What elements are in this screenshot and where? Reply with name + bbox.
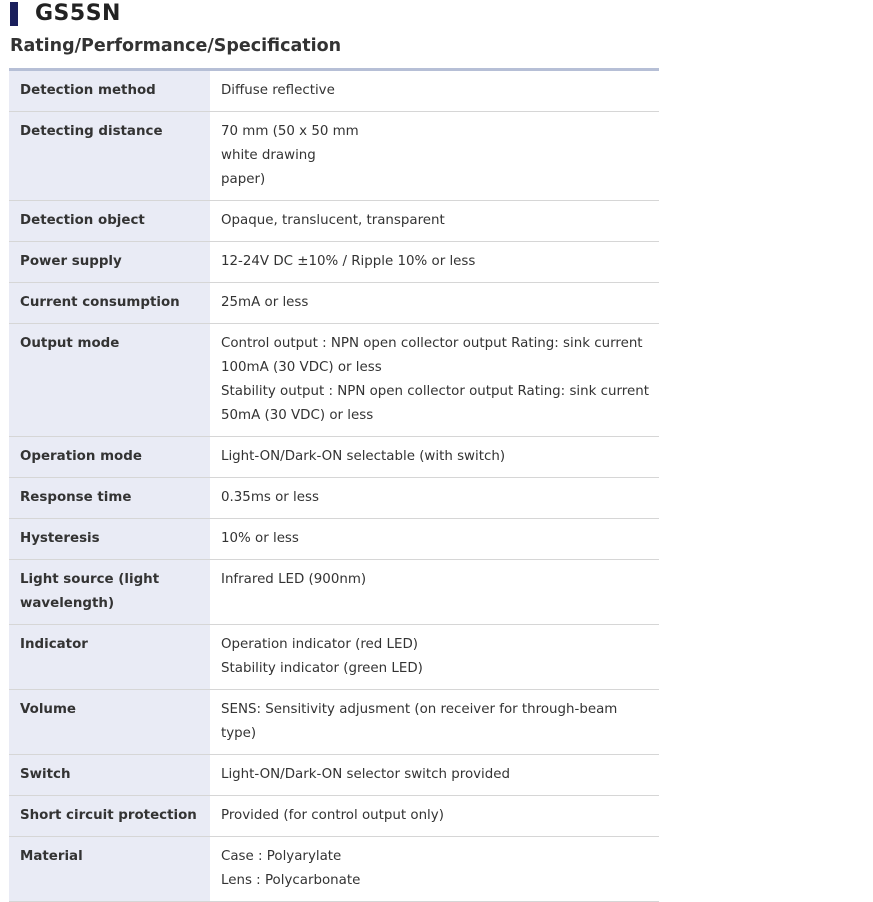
- spec-label: Operation mode: [9, 437, 210, 478]
- spec-value: Diffuse reflective: [210, 70, 659, 112]
- spec-row-detecting-distance: [9, 112, 659, 201]
- spec-value: 0.35ms or less: [210, 478, 659, 519]
- section-title: Rating/Performance/Specification: [10, 36, 342, 56]
- spec-row-indicator: [9, 625, 659, 690]
- spec-row-detection-object: [9, 201, 659, 242]
- spec-row-switch: [9, 755, 659, 796]
- spec-label: Current consumption: [9, 283, 210, 324]
- spec-value: Infrared LED (900nm): [210, 560, 659, 625]
- spec-value: Provided (for control output only): [210, 796, 659, 837]
- spec-label: Response time: [9, 478, 210, 519]
- spec-label: Short circuit protection: [9, 796, 210, 837]
- spec-label: Detection method: [9, 70, 210, 112]
- title-accent-bar: [10, 2, 18, 26]
- spec-label: Volume: [9, 690, 210, 755]
- spec-table: [9, 68, 659, 902]
- spec-row-hysteresis: [9, 519, 659, 560]
- spec-row-short-circuit-protection: [9, 796, 659, 837]
- spec-value: Light-ON/Dark-ON selectable (with switch): [210, 437, 659, 478]
- spec-row-detection-method: [9, 70, 659, 112]
- spec-label: Material: [9, 837, 210, 902]
- spec-row-output-mode: [9, 324, 659, 437]
- spec-value: Control output : NPN open collector output Rating: sink current 100mA (30 VDC) or less Stability output : NPN open collector output Rating: sink current 50mA (30 VDC) or less: [210, 324, 659, 437]
- spec-row-material: [9, 837, 659, 902]
- spec-label: Detection object: [9, 201, 210, 242]
- spec-label: Detecting distance: [9, 112, 210, 201]
- spec-value: Case : Polyarylate Lens : Polycarbonate: [210, 837, 659, 902]
- spec-value: Opaque, translucent, transparent: [210, 201, 659, 242]
- spec-row-operation-mode: [9, 437, 659, 478]
- spec-label: Output mode: [9, 324, 210, 437]
- spec-value: 25mA or less: [210, 283, 659, 324]
- spec-label: Power supply: [9, 242, 210, 283]
- spec-label: Light source (light wavelength): [9, 560, 210, 625]
- spec-value: SENS: Sensitivity adjusment (on receiver for through-beam type): [210, 690, 659, 755]
- spec-row-response-time: [9, 478, 659, 519]
- spec-row-current-consumption: [9, 283, 659, 324]
- spec-value: 70 mm (50 x 50 mm white drawing paper): [210, 112, 659, 201]
- spec-row-volume: [9, 690, 659, 755]
- spec-value: 12-24V DC ±10% / Ripple 10% or less: [210, 242, 659, 283]
- spec-row-light-source: [9, 560, 659, 625]
- spec-label: Indicator: [9, 625, 210, 690]
- spec-value: Light-ON/Dark-ON selector switch provided: [210, 755, 659, 796]
- spec-label: Switch: [9, 755, 210, 796]
- spec-label: Hysteresis: [9, 519, 210, 560]
- spec-value: 10% or less: [210, 519, 659, 560]
- spec-row-power-supply: [9, 242, 659, 283]
- product-title: GS5SN: [35, 1, 121, 26]
- product-header: [10, 0, 121, 27]
- spec-value: Operation indicator (red LED) Stability indicator (green LED): [210, 625, 659, 690]
